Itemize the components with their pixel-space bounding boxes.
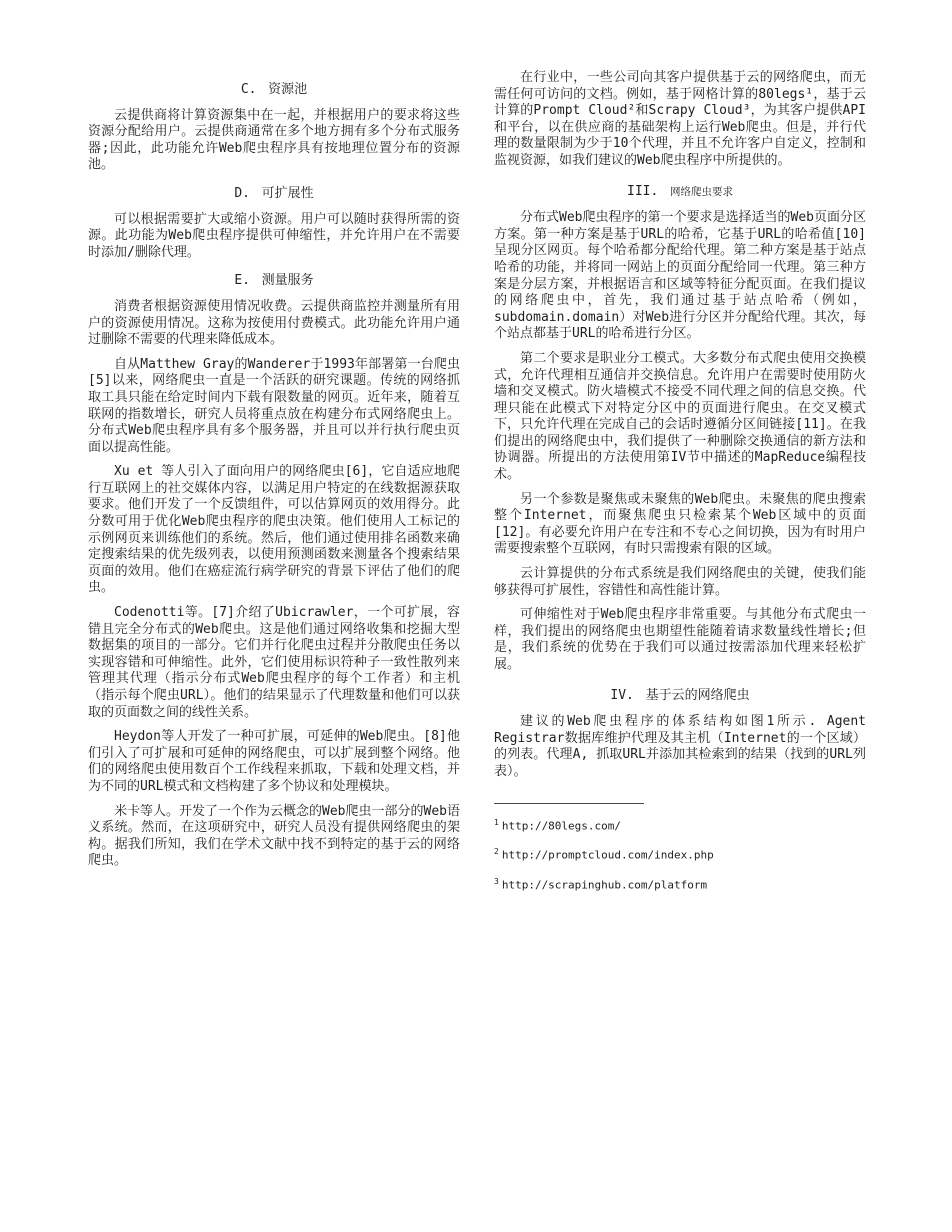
- left-column: [88, 70, 460, 878]
- section-marker: III.: [627, 183, 659, 199]
- paragraph-cloud-distributed: 云计算提供的分布式系统是我们网络爬虫的关键，使我们能够获得可扩展性，容错性和高性能计算。: [494, 566, 866, 598]
- two-column-layout: [88, 70, 866, 905]
- paragraph-partition-scheme: 分布式Web爬虫程序的第一个要求是选择适当的Web页面分区方案。第一种方案是基于URL的哈希，它基于URL的哈希值[10]呈现分区网页。每个哈希都分配给代理。第二种方案是基于站点哈希的功能，并将同一网站上的页面分配给同一代理。第三种方案是分层方案，并根据语言和区域等特征分配页面。在我们提议的网络爬虫中，首先，我们通过基于站点哈希（例如，subdomain.domain）对Web进行分区并分配给代理。其次，每个站点都基于URL的哈希进行分区。: [494, 210, 866, 342]
- footnote-separator: [494, 803, 644, 804]
- subsection-heading-e: [88, 273, 460, 290]
- paragraph-division-of-labor: 第二个要求是职业分工模式。大多数分布式爬虫使用交换模式，允许代理相互通信并交换信息。允许用户在需要时使用防火墙和交叉模式。防火墙模式不接受不同代理之间的信息交换。代理只能在此模式下对特定分区中的页面进行爬虫。在交叉模式下，只允许代理在完成自己的会话时遵循分区间链接[11]。在我们提出的网络爬虫中，我们提供了一种删除交换通信的新方法和协调器。所提出的方法使用第IV节中描述的MapReduce编程技术。: [494, 350, 866, 483]
- paragraph-crawler-history: 自从Matthew Gray的Wanderer于1993年部署第一台爬虫[5]以来，网络爬虫一直是一个活跃的研究课题。传统的网络抓取工具只能在给定时间内下载有限数量的网页。近年来，随着互联网的指数增长，研究人员将重点放在构建分布式网络爬虫上。分布式Web爬虫程序具有多个服务器，并且可以并行执行爬虫页面以提高性能。: [88, 356, 460, 455]
- footnote-2: [494, 845, 866, 863]
- paragraph-focused-crawler: 另一个参数是聚焦或未聚焦的Web爬虫。未聚焦的爬虫搜索整个Internet，而聚焦爬虫只检索某个Web区域中的页面[12]。有必要允许用户在专注和不专心之间切换，因为有时用户需要搜索整个互联网，有时只需搜索有限的区域。: [494, 491, 866, 557]
- subsection-title: 资源池: [268, 82, 308, 97]
- subsection-title: 测量服务: [261, 273, 314, 289]
- paragraph-codenotti: Codenotti等。[7]介绍了Ubicrawler，一个可扩展，容错且完全分布式的Web爬虫。这是他们通过网络收集和挖掘大型数据集的项目的一部分。它们并行化爬虫过程并分散爬虫任务以实现容错和可伸缩性。此外，它们使用标识符种子一致性散列来管理其代理（指示分布式Web爬虫程序的每个工作者）和主机（指示每个爬虫URL）。他们的结果显示了代理数量和他们可以获取的页面数之间的线性关系。: [88, 605, 460, 720]
- paragraph-resource-pool: 云提供商将计算资源集中在一起，并根据用户的要求将这些资源分配给用户。云提供商通常在多个地方拥有多个分布式服务器;因此，此功能允许Web爬虫程序具有按地理位置分布的资源池。: [88, 107, 460, 173]
- footnote-3: [494, 875, 866, 893]
- footnote-1: [494, 816, 866, 834]
- footnote-marker: 2: [494, 847, 499, 857]
- paragraph-measured-service: 消费者根据资源使用情况收费。云提供商监控并测量所有用户的资源使用情况。这称为按使用付费模式。此功能允许用户通过删除不需要的代理来降低成本。: [88, 298, 460, 348]
- paragraph-architecture: 建议的Web爬虫程序的体系结构如图1所示. Agent Registrar数据库维护代理及其主机（Internet的一个区域）的列表。代理A, 抓取URL并添加其检索到的结果（找到的URL列表）。: [494, 714, 866, 779]
- subsection-title: 可扩展性: [261, 185, 314, 201]
- footnote-marker: 1: [494, 817, 499, 827]
- section-marker: IV.: [610, 687, 634, 703]
- footnotes: [494, 803, 866, 893]
- subsection-marker: C.: [240, 82, 257, 97]
- section-heading-iii: [494, 184, 866, 201]
- paragraph-scalability: 可以根据需要扩大或缩小资源。用户可以随时获得所需的资源。此功能为Web爬虫程序提供可伸缩性，并允许用户在不需要时添加/删除代理。: [88, 211, 460, 260]
- right-column: [494, 70, 866, 905]
- section-title: 基于云的网络爬虫: [645, 687, 750, 703]
- footnote-url: http://80legs.com/: [501, 819, 622, 833]
- paragraph-mika: 米卡等人。开发了一个作为云概念的Web爬虫一部分的Web语义系统。然而，在这项研究中，研究人员没有提供网络爬虫的架构。据我们所知，我们在学术文献中找不到特定的基于云的网络爬虫。: [88, 803, 460, 869]
- footnote-url: http://promptcloud.com/index.php: [501, 848, 714, 862]
- section-title: 网络爬虫要求: [670, 185, 733, 198]
- section-heading-iv: [494, 688, 866, 705]
- subsection-marker: E.: [234, 273, 250, 289]
- footnote-url: http://scrapinghub.com/platform: [501, 878, 708, 892]
- subsection-heading-c: [88, 82, 460, 99]
- footnote-marker: 3: [494, 876, 499, 886]
- subsection-marker: D.: [234, 185, 250, 201]
- paragraph-elasticity: 可伸缩性对于Web爬虫程序非常重要。与其他分布式爬虫一样，我们提出的网络爬虫也期望性能随着请求数量线性增长;但是，我们系统的优势在于我们可以通过按需添加代理来轻松扩展。: [494, 607, 866, 672]
- paragraph-xu-et-al: Xu et 等人引入了面向用户的网络爬虫[6]，它自适应地爬行互联网上的社交媒体内容，以满足用户特定的在线数据源获取要求。他们开发了一个反馈组件，可以估算网页的效用得分。此分数可用于优化Web爬虫程序的爬虫决策。他们使用人工标记的示例网页来训练他们的系统。然后，他们通过使用排名函数来确定搜索结果的优先级列表，以使用预测函数来测量各个搜索结果页面的效用。他们在癌症流行病学研究的背景下评估了他们的爬虫。: [88, 464, 460, 596]
- subsection-heading-d: [88, 186, 460, 203]
- paragraph-industry: 在行业中，一些公司向其客户提供基于云的网络爬虫，而无需任何可访问的文档。例如，基于网格计算的80legs¹，基于云计算的Prompt Cloud²和Scrapy Cloud³，为其客户提供API和平台，以在供应商的基础架构上运行Web爬虫。但是，并行代理的数量限制为少于10个代理，并且不允许客户自定义，控制和监视资源，如我们建议的Web爬虫程序中所提供的。: [494, 70, 866, 168]
- paragraph-heydon: Heydon等人开发了一种可扩展，可延伸的Web爬虫。[8]他们引入了可扩展和可延伸的网络爬虫，可以扩展到整个网络。他们的网络爬虫使用数百个工作线程来抓取，下载和处理文档，并为不同的URL模式和文档构建了多个协议和处理模块。: [88, 729, 460, 794]
